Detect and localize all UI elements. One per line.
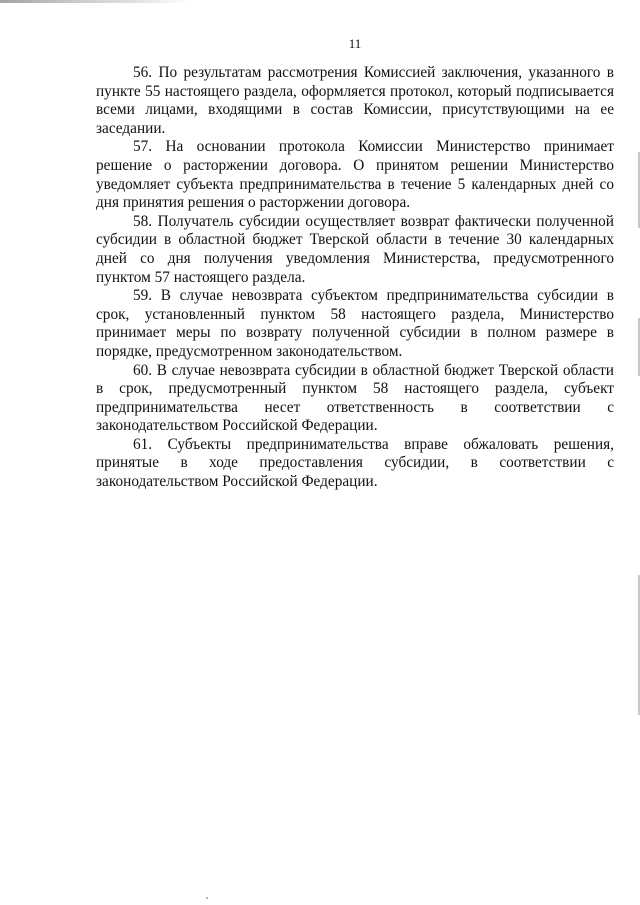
paragraph-58: 58. Получатель субсидии осуществляет возврат фактически полученной субсидии в областной бюджет Тверской области в течение 30 календарных дней со дня получения уведомления Министерства, предусмотренного пунктом 57 настоящего раздела. [96,212,614,286]
paragraph-56: 56. По результатам рассмотрения Комиссией заключения, указанного в пункте 55 настоящего раздела, оформляется протокол, который подписывается всеми лицами, входящими в состав Комиссии, присутствующими на ее заседании. [96,64,614,137]
page-number: 11 [348,36,362,51]
paragraph-61: 61. Субъекты предпринимательства вправе обжаловать решения, принятые в ходе предоставления субсидии, в соответствии с законодательством Российской Федерации. [96,435,614,491]
document-body [96,64,614,492]
scan-artifact-line [0,0,190,3]
paragraph-60: 60. В случае невозврата субсидии в областной бюджет Тверской области в срок, предусмотренный пунктом 58 настоящего раздела, субъект предпринимательства несет ответственность в соответствии с законодательством Российской Федерации. [96,361,614,435]
paragraph-57: 57. На основании протокола Комиссии Министерство принимает решение о расторжении договора. О принятом решении Министерство уведомляет субъекта предпринимательства в течение 5 календарных дней со дня принятия решения о расторжении договора. [96,138,614,212]
scan-dot-artifact [206,897,208,899]
paragraph-59: 59. В случае невозврата субъектом предпринимательства субсидии в срок, установленный пунктом 58 настоящего раздела, Министерство принимает меры по возврату полученной субсидии в полном размере в порядке, предусмотренном законодательством. [96,287,614,360]
